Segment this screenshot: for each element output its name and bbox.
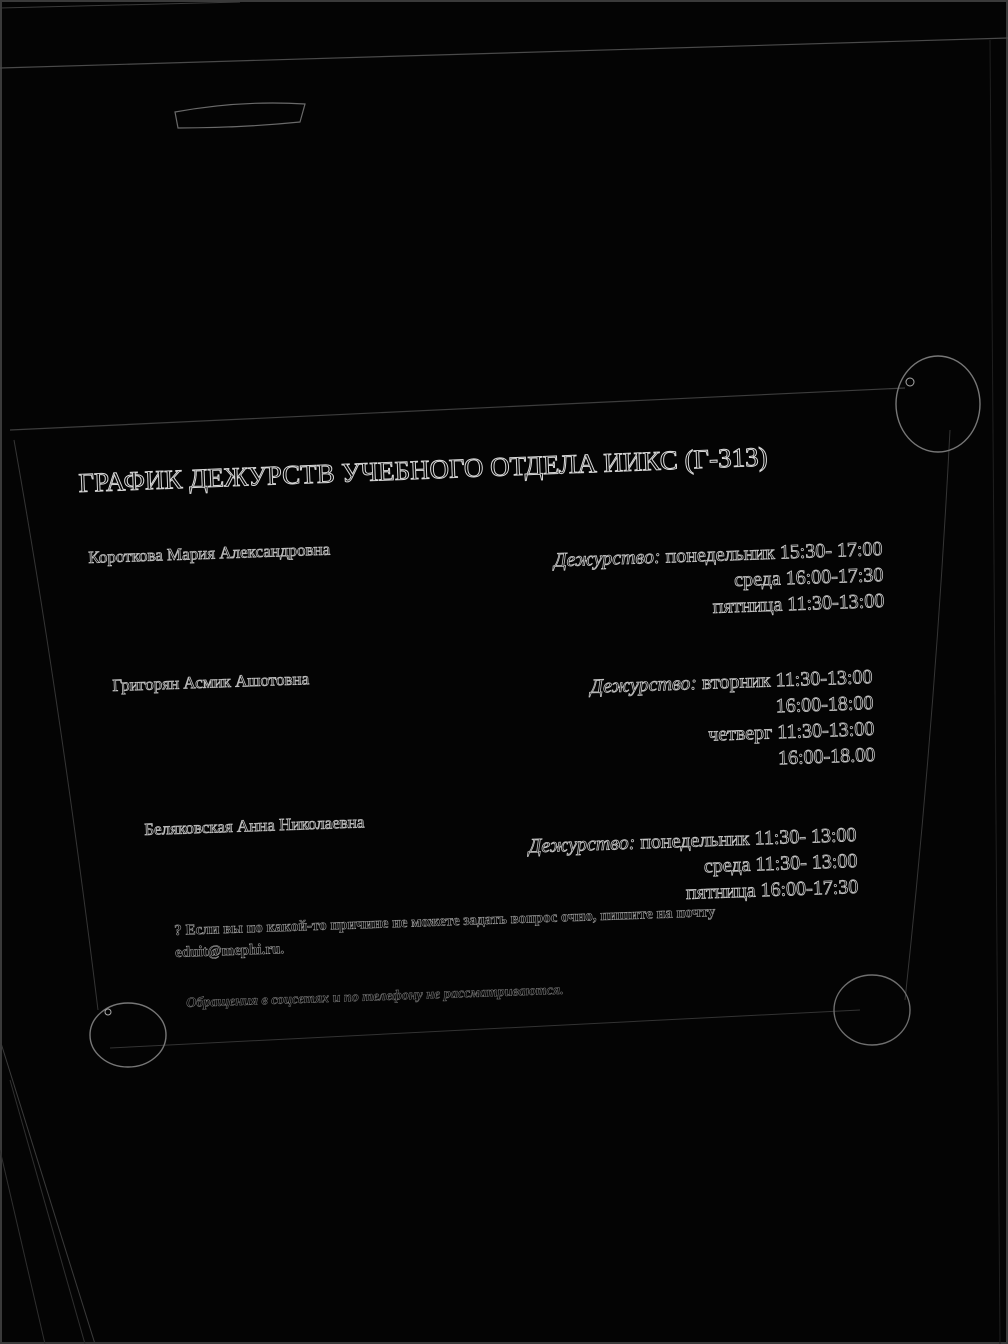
notice-title: ГРАФИК ДЕЖУРСТВ УЧЕБНОГО ОТДЕЛА ИИКС (Г-313) — [78, 441, 769, 498]
duty-line: 16:00-18:00 — [775, 691, 874, 718]
duty-line: 16:00-18.00 — [777, 743, 876, 770]
duty-line: понедельник 11:30- 13:00 — [639, 823, 857, 854]
duty-line: вторник 11:30-13:00 — [701, 665, 873, 694]
duty-block-2 — [420, 664, 875, 784]
staff-name-1: Короткова Мария Александровна — [88, 539, 331, 567]
duty-block-1 — [430, 536, 884, 630]
duty-line: четверг 11:30-13:00 — [707, 717, 875, 746]
duty-line: среда 16:00-17:30 — [733, 563, 884, 592]
footer-warning: Обращения в соцсетях и по телефону не рассматриваются. — [186, 982, 564, 1011]
duty-line: среда 11:30- 13:00 — [703, 849, 858, 878]
duty-line: понедельник 15:30- 17:00 — [665, 537, 883, 568]
footer-note: ? Если вы по какой-то причине не можете задать вопрос очно, пишите на почту eduit@mephi.ru. — [174, 904, 716, 961]
staff-name-3: Беляковская Анна Николаевна — [144, 812, 365, 839]
duty-line: пятница 11:30-13:00 — [712, 589, 885, 618]
duty-label: Дежурство: — [553, 545, 661, 572]
duty-line: пятница 16:00-17:30 — [685, 875, 859, 904]
staff-name-2: Григорян Асмик Ашотовна — [112, 669, 310, 695]
duty-label: Дежурство: — [528, 831, 636, 858]
duty-label: Дежурство: — [589, 672, 698, 698]
